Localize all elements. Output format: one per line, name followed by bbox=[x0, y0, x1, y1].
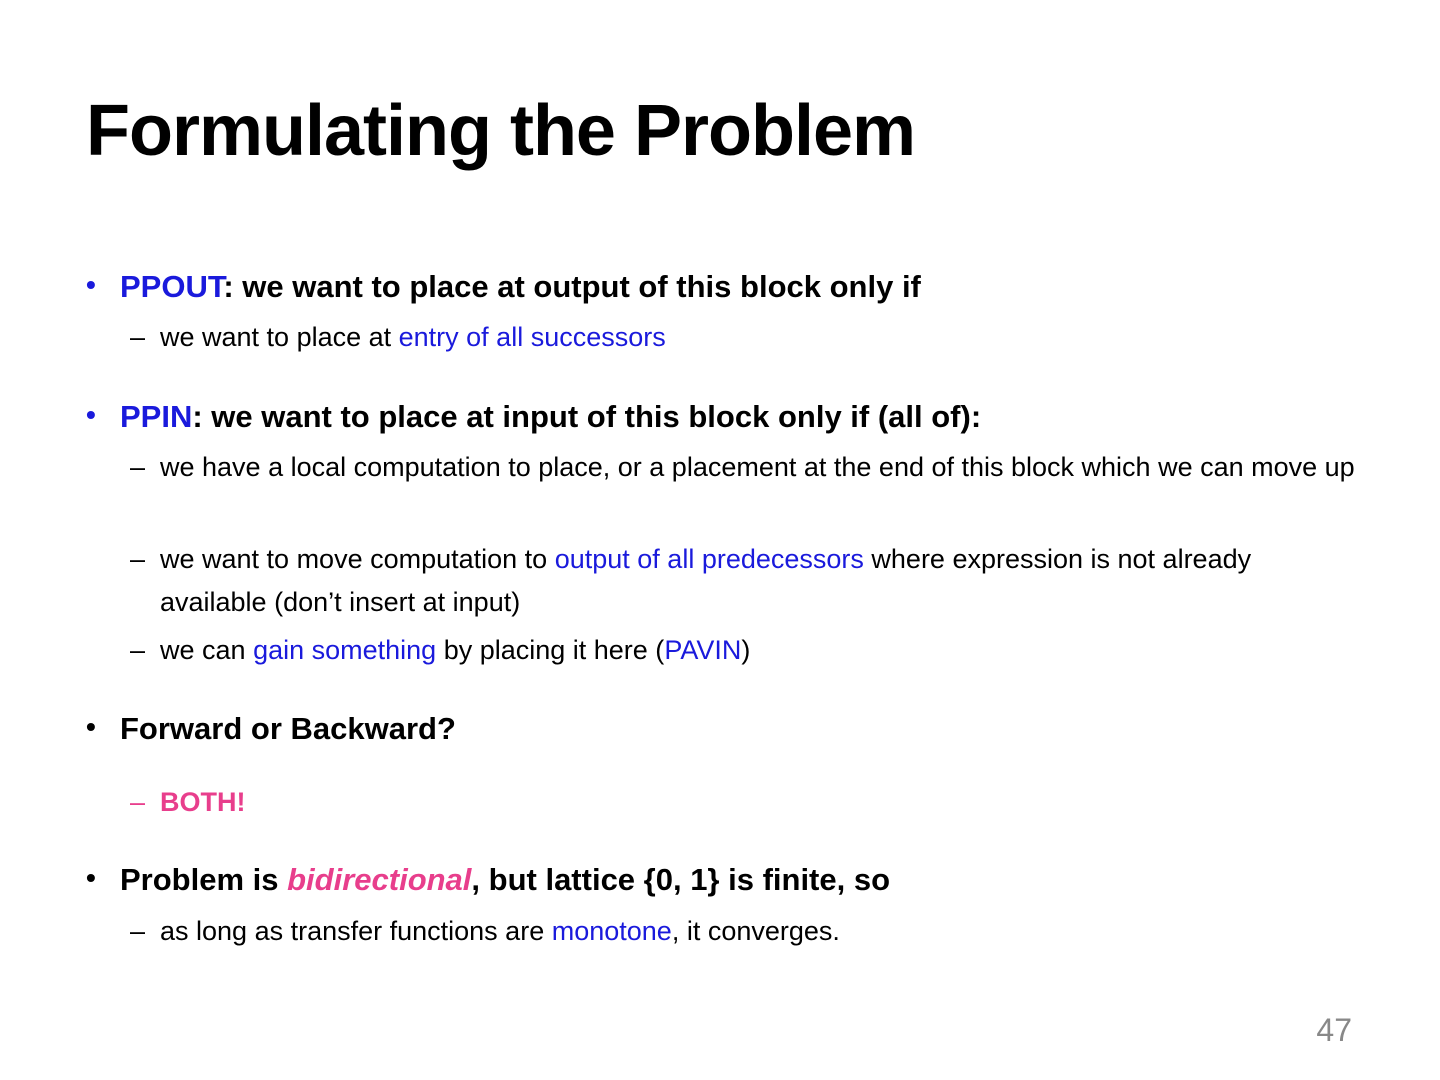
sub-marker: – bbox=[130, 787, 146, 817]
highlight-entry-of-all-successors: entry of all successors bbox=[398, 322, 666, 352]
highlight-gain-something: gain something bbox=[253, 635, 437, 665]
sub-text-part: we want to place at bbox=[160, 322, 399, 352]
sub-marker: – bbox=[130, 322, 146, 352]
sub-marker: – bbox=[130, 916, 146, 946]
bullet-marker: • bbox=[86, 399, 96, 430]
sub-text-part: we want to move computation to bbox=[160, 544, 555, 574]
sub-item bbox=[130, 781, 1360, 824]
sub-text bbox=[160, 910, 1360, 953]
sub-text bbox=[160, 538, 1360, 624]
bullet-marker: • bbox=[86, 269, 96, 300]
page-number: 47 bbox=[1316, 1012, 1352, 1048]
sub-text-part: as long as transfer functions are bbox=[160, 916, 552, 946]
bullet-marker: • bbox=[86, 711, 96, 742]
sub-text-part: , it converges. bbox=[671, 916, 840, 946]
sub-item bbox=[130, 910, 1360, 953]
bullet-text: Forward or Backward? bbox=[120, 711, 456, 746]
sub-text-part: ) bbox=[741, 635, 751, 665]
term-ppout: PPOUT bbox=[120, 269, 224, 304]
sub-marker: – bbox=[130, 544, 146, 574]
bullet-text-part: Problem is bbox=[120, 862, 288, 897]
sub-marker: – bbox=[130, 635, 146, 665]
slide-title: Formulating the Problem bbox=[86, 91, 916, 171]
highlight-bidirectional: bidirectional bbox=[287, 862, 472, 897]
sub-text-part: we can bbox=[160, 635, 254, 665]
highlight-output-of-all-predecessors: output of all predecessors bbox=[554, 544, 864, 574]
sub-text bbox=[160, 316, 1360, 359]
bullet-text-rest: : we want to place at input of this block only if (all of): bbox=[192, 399, 982, 434]
term-ppin: PPIN bbox=[120, 399, 193, 434]
sub-text-part: by placing it here ( bbox=[436, 635, 665, 665]
sub-item bbox=[130, 316, 1360, 359]
bullet-text-part: , but lattice {0, 1} is finite, so bbox=[471, 862, 891, 897]
sub-text-part: where expression is not already available (don’t insert at input) bbox=[160, 544, 1252, 617]
sub-item bbox=[130, 538, 1360, 624]
bullet-text bbox=[120, 861, 890, 899]
sub-marker: – bbox=[130, 452, 146, 482]
sub-text bbox=[160, 629, 1360, 672]
sub-text: we have a local computation to place, or a placement at the end of this block which we can move up bbox=[160, 452, 1355, 482]
bullet-marker: • bbox=[86, 862, 96, 893]
highlight-monotone: monotone bbox=[551, 916, 672, 946]
sub-item bbox=[130, 629, 1360, 672]
sub-item bbox=[130, 446, 1360, 489]
bullet-text bbox=[120, 268, 921, 306]
highlight-pavin: PAVIN bbox=[664, 635, 742, 665]
bullet-text bbox=[120, 398, 981, 436]
bullet-text-rest: : we want to place at output of this block only if bbox=[223, 269, 921, 304]
sub-text-both: BOTH! bbox=[160, 787, 246, 817]
